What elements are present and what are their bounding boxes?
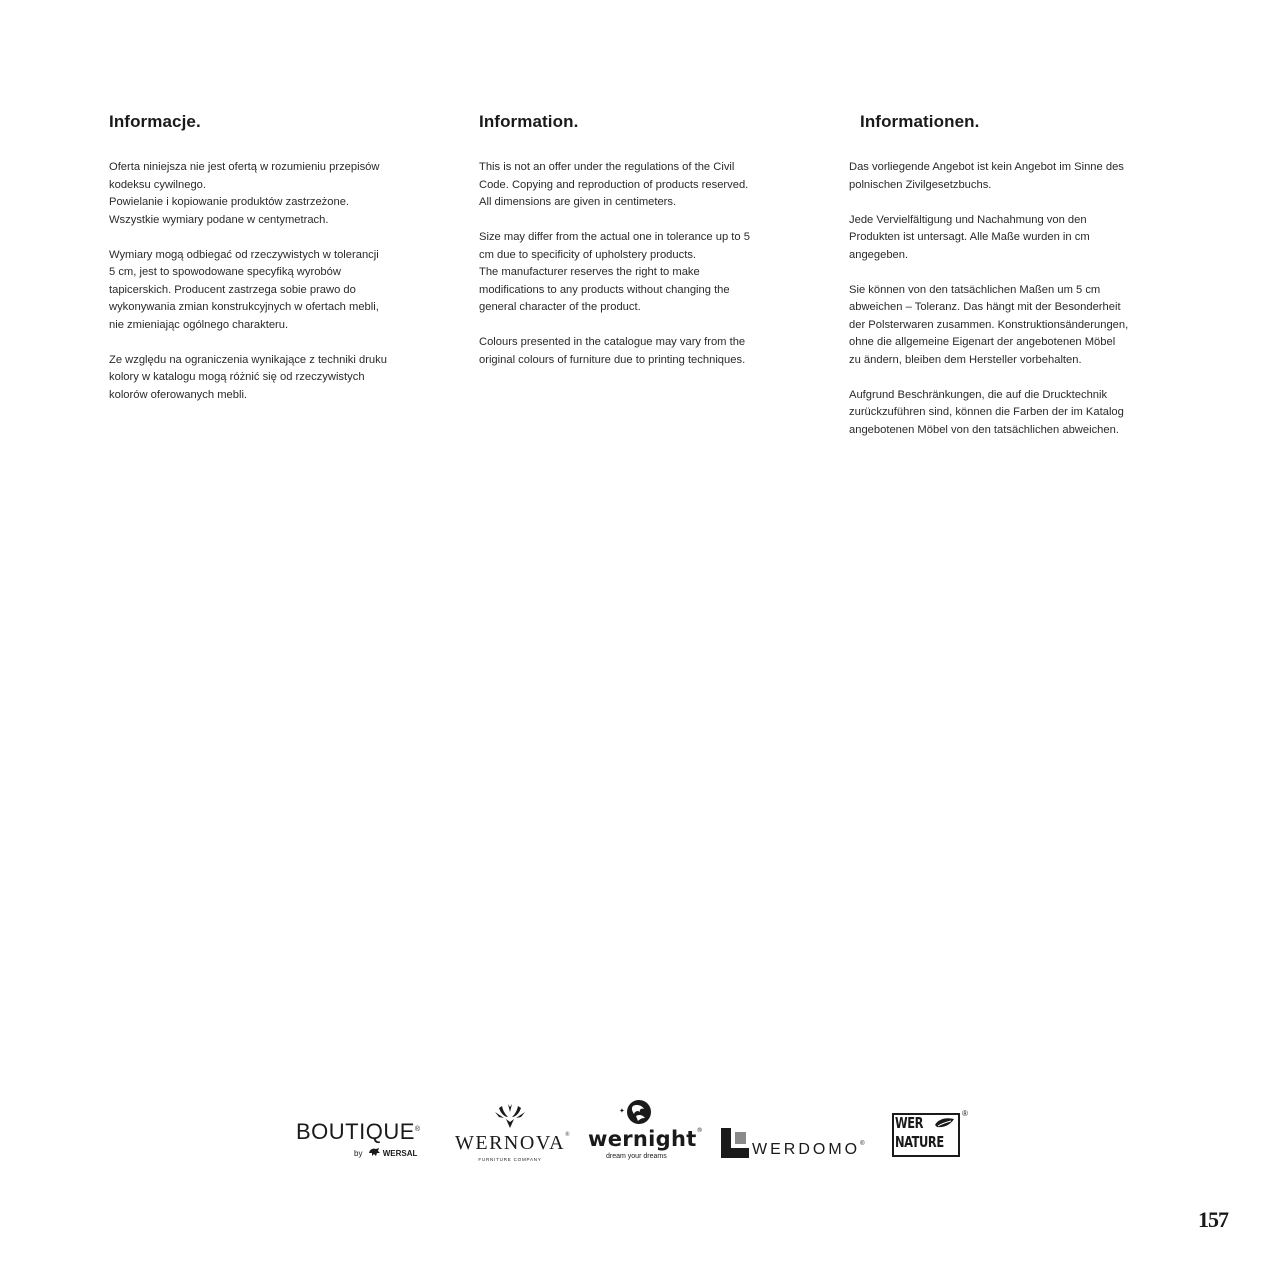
paragraph	[849, 387, 1179, 440]
text-line: Code. Copying and reproduction of products reserved.	[479, 178, 749, 191]
paragraph	[849, 159, 1179, 194]
text-line: kolory w katalogu mogą różnić się od rzeczywistych	[109, 371, 365, 383]
text-line: Colours presented in the catalogue may vary from the	[479, 336, 746, 348]
text-line: der Polsterwaren zusammen. Konstruktionsänderungen,	[849, 318, 1129, 331]
text-line: zu ändern, bleiben dem Hersteller vorbehalten.	[849, 353, 1082, 366]
paragraphs-german	[849, 159, 1179, 439]
boutique-logo-name: BOUTIQUE	[296, 1119, 415, 1144]
boutique-reg-mark: ®	[414, 1126, 421, 1133]
wernature-line1: WER	[895, 1114, 924, 1132]
text-line: Ze względu na ograniczenia wynikające z techniki druku	[109, 353, 387, 366]
text-line: Wymiary mogą odbiegać od rzeczywistych w tolerancji	[109, 248, 379, 261]
text-line: wykonywania zmian konstrukcyjnych w ofertach mebli,	[109, 301, 379, 313]
text-line: Powielanie i kopiowanie produktów zastrzeżone.	[109, 196, 350, 208]
text-line: Oferta niniejsza nie jest ofertą w rozumieniu przepisów	[109, 161, 380, 173]
werdomo-square-icon	[721, 1128, 749, 1158]
wernova-logo	[455, 1099, 570, 1165]
text-line: nie zmieniając ogólnego charakteru.	[109, 318, 289, 331]
text-line: abweichen – Toleranz. Das hängt mit der Besonderheit	[849, 301, 1121, 313]
paragraphs-english	[479, 159, 809, 369]
text-line: Sie können von den tatsächlichen Maßen um 5 cm	[849, 283, 1101, 296]
wersal-lion-icon	[368, 1147, 381, 1157]
text-line: general character of the product.	[479, 301, 641, 313]
paragraph	[849, 282, 1179, 370]
paragraph	[109, 352, 439, 405]
text-line: tapicerskich. Producent zastrzega sobie prawo do	[109, 283, 356, 296]
text-line: Size may differ from the actual one in tolerance up to 5	[479, 231, 750, 243]
wernature-leaf-icon	[934, 1116, 956, 1132]
wernature-logo	[890, 1111, 974, 1161]
brand-logos-row	[0, 1095, 1276, 1175]
paragraph	[109, 159, 439, 229]
text-line: original colours of furniture due to printing techniques.	[479, 353, 746, 366]
boutique-byline	[354, 1147, 417, 1158]
text-line: Das vorliegende Angebot ist kein Angebot im Sinne des	[849, 161, 1124, 173]
paragraphs-polish	[109, 159, 439, 404]
text-line: The manufacturer reserves the right to make	[479, 266, 700, 278]
svg-text:✦: ✦	[619, 1107, 625, 1115]
text-line: angegeben.	[849, 248, 909, 261]
text-line: kodeksu cywilnego.	[109, 178, 207, 191]
paragraph	[479, 334, 809, 369]
text-line: modifications to any products without changing the	[479, 283, 730, 296]
boutique-logo	[296, 1119, 436, 1163]
text-line: Wszystkie wymiary podane w centymetrach.	[109, 213, 329, 226]
heading-german: Informationen.	[860, 112, 980, 131]
column-polish	[109, 112, 439, 422]
wernight-reg-mark: ®	[696, 1127, 703, 1134]
heading-polish: Informacje.	[109, 112, 201, 131]
paragraph	[849, 212, 1179, 265]
text-line: ohne die allgemeine Eigenart der angebotenen Möbel	[849, 336, 1116, 348]
boutique-brand: WERSAL	[382, 1149, 418, 1158]
werdomo-logo	[721, 1128, 871, 1164]
paragraph	[109, 247, 439, 335]
text-line: Produkten ist untersagt. Alle Maße wurden in cm	[849, 231, 1090, 243]
text-line: This is not an offer under the regulations of the Civil	[479, 161, 735, 173]
column-english	[479, 112, 809, 387]
text-line: 5 cm, jest to spowodowane specyfiką wyrobów	[109, 266, 341, 278]
text-line: Aufgrund Beschränkungen, die auf die Drucktechnik	[849, 388, 1108, 401]
text-line: polnischen Zivilgesetzbuchs.	[849, 178, 992, 191]
wernova-crown-icon	[493, 1102, 527, 1130]
wernight-moon-icon	[616, 1097, 656, 1129]
text-line: cm due to specificity of upholstery products.	[479, 248, 697, 261]
text-line: Jede Vervielfältigung und Nachahmung von den	[849, 213, 1087, 226]
wernova-reg-mark: ®	[565, 1132, 570, 1138]
column-german	[849, 112, 1179, 457]
werdomo-logo-name: WERDOMO	[752, 1141, 861, 1158]
text-line: zurückzuführen sind, können die Farben der im Katalog	[849, 406, 1124, 418]
wernight-logo-name: wernight	[588, 1127, 697, 1151]
wernova-logo-name: WERNOVA	[455, 1132, 566, 1154]
paragraph	[479, 159, 809, 212]
heading-english: Information.	[479, 112, 579, 131]
wernight-logo	[586, 1097, 703, 1165]
paragraph	[479, 229, 809, 317]
boutique-by: by	[354, 1149, 363, 1158]
werdomo-reg-mark: ®	[860, 1141, 865, 1147]
text-line: angebotenen Möbel von den tatsächlichen abweichen.	[849, 423, 1119, 436]
page-number: 157	[1198, 1207, 1228, 1232]
wernova-subtitle: FURNITURE COMPANY	[478, 1157, 542, 1162]
wernature-reg-mark: ®	[962, 1109, 968, 1118]
text-line: kolorów oferowanych mebli.	[109, 388, 248, 401]
text-line: All dimensions are given in centimeters.	[479, 196, 677, 208]
wernature-line2: NATURE	[895, 1133, 944, 1151]
wernight-tagline: dream your dreams	[606, 1153, 667, 1160]
